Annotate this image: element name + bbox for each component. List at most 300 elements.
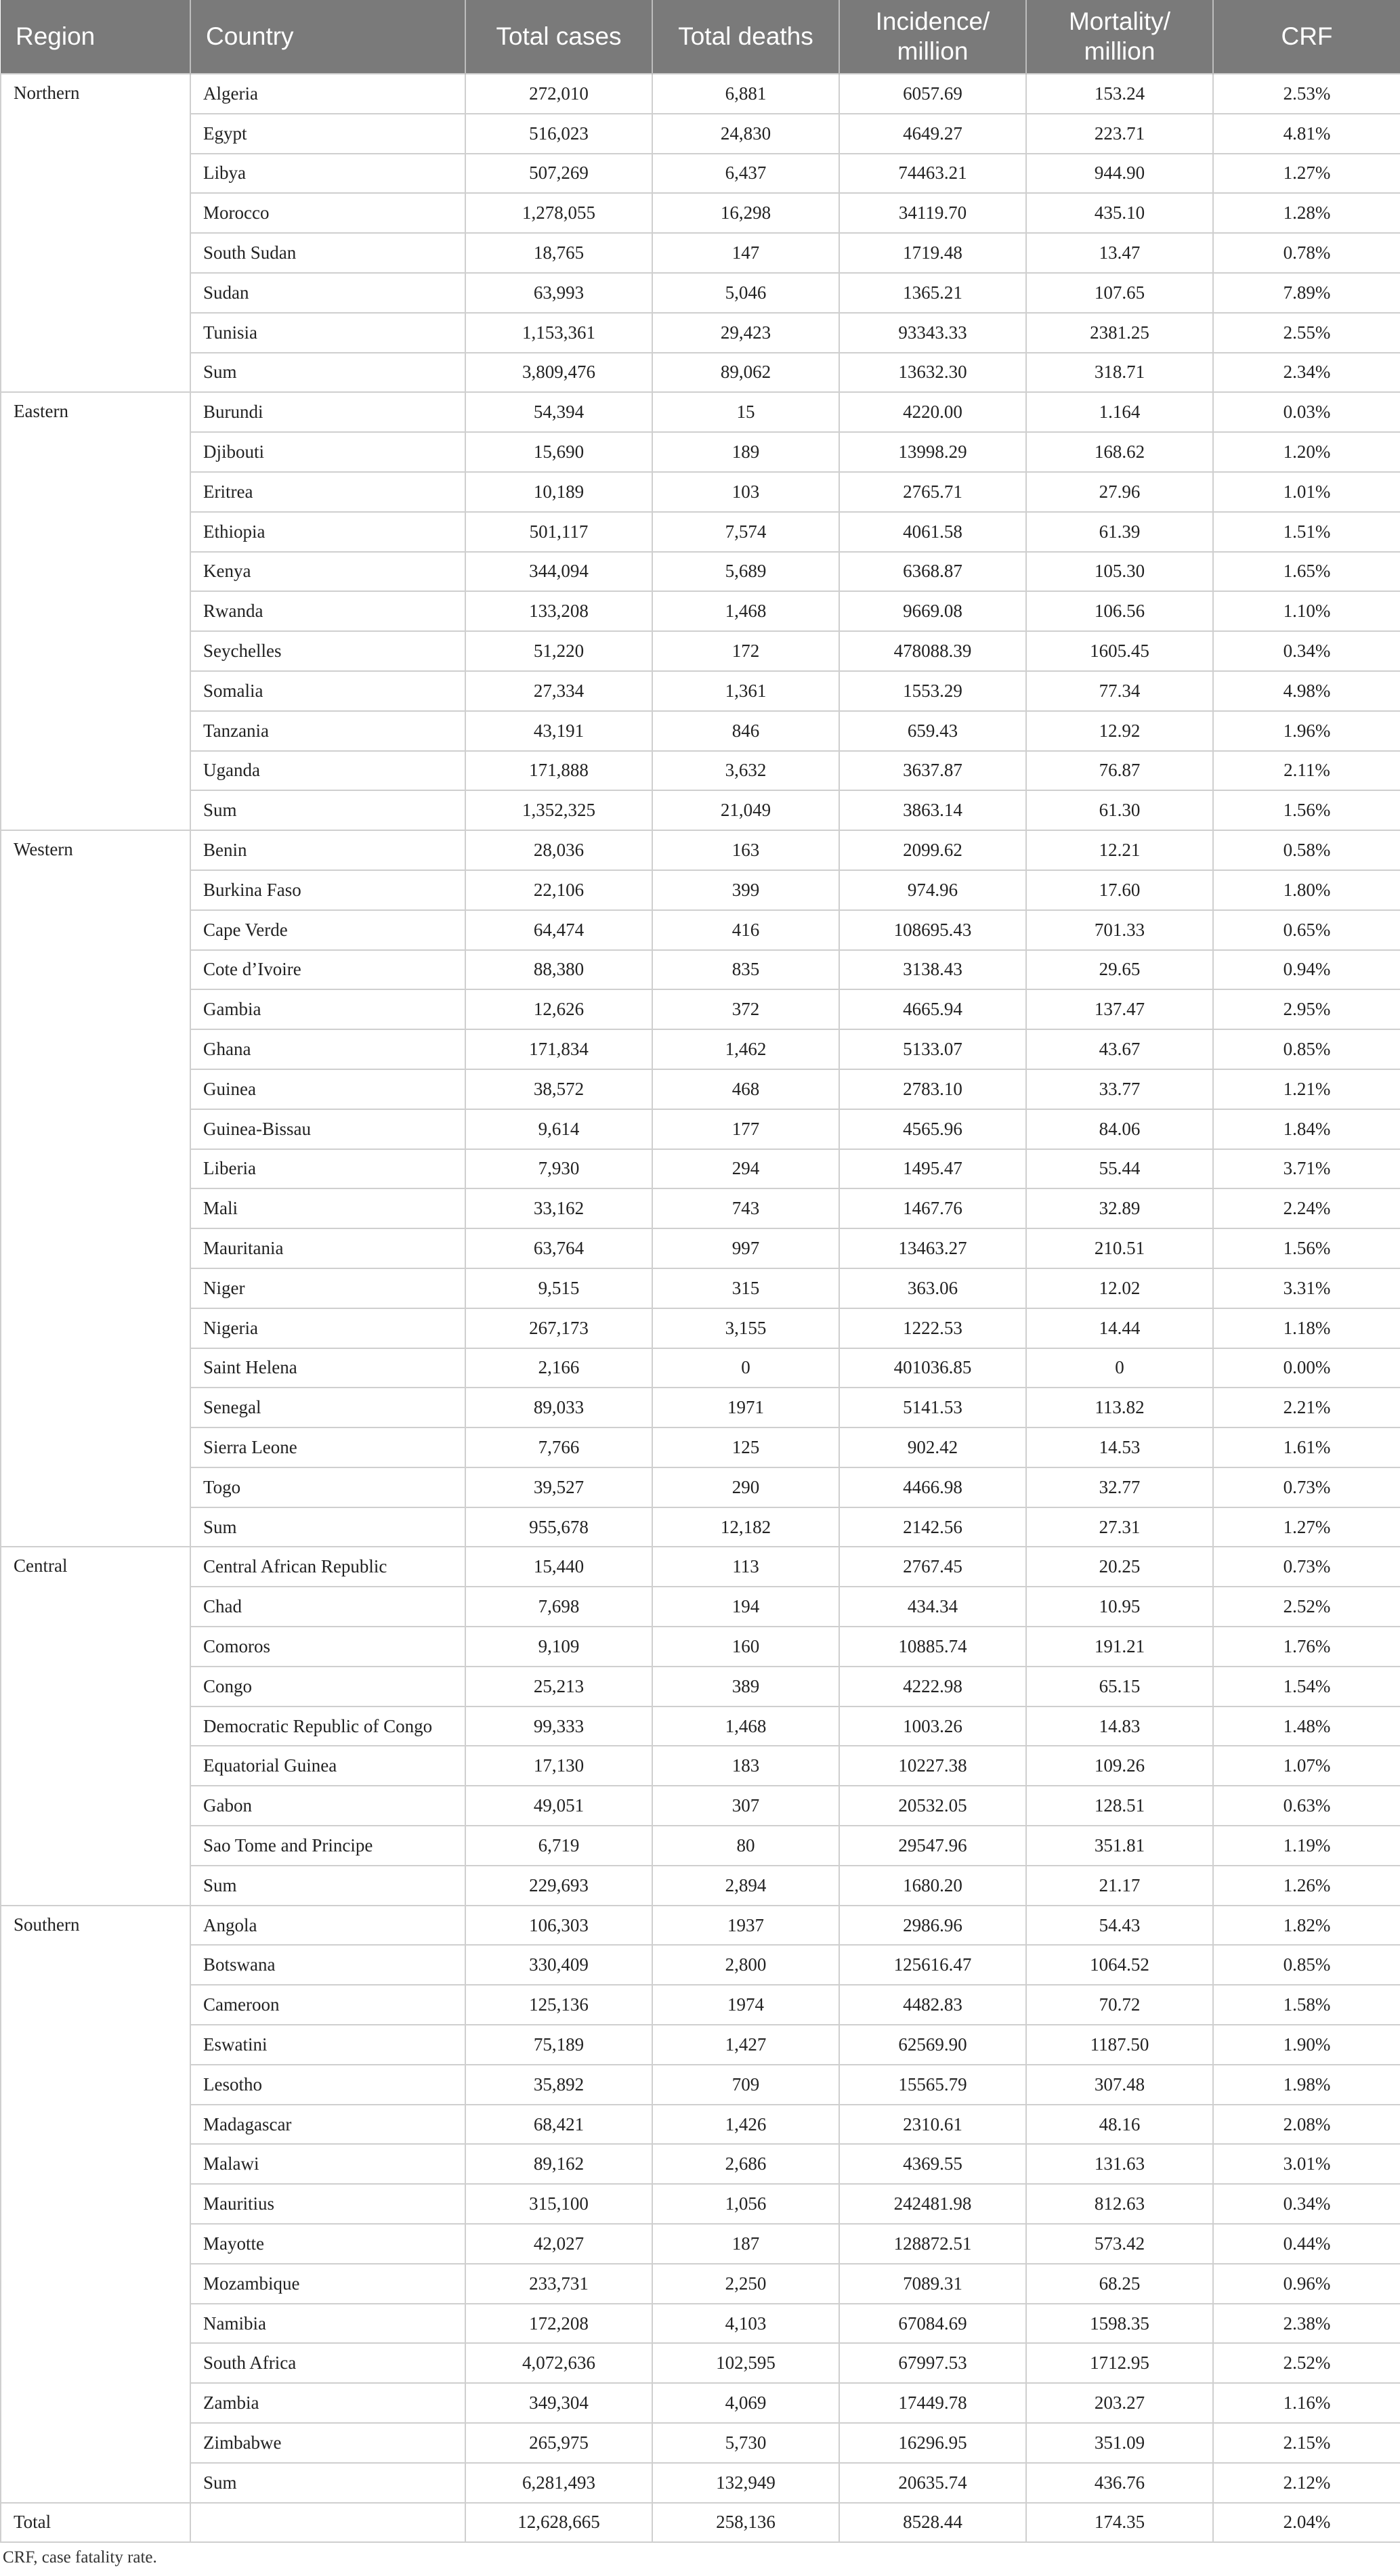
crf-cell: 1.10% [1213, 591, 1400, 631]
total-cases-cell: 75,189 [465, 2025, 652, 2065]
mortality-cell: 32.89 [1026, 1188, 1213, 1228]
country-cell: Burundi [190, 392, 465, 432]
table-row [1, 1188, 1400, 1228]
mortality-cell: 27.96 [1026, 472, 1213, 512]
mortality-cell: 84.06 [1026, 1109, 1213, 1149]
crf-cell: 2.21% [1213, 1388, 1400, 1427]
total-deaths-cell: 0 [652, 1348, 839, 1388]
total-cases-cell: 9,109 [465, 1627, 652, 1667]
country-cell: Uganda [190, 751, 465, 791]
country-cell: Egypt [190, 114, 465, 154]
total-incidence: 8528.44 [839, 2503, 1026, 2542]
incidence-cell: 5133.07 [839, 1029, 1026, 1069]
table-row [1, 313, 1400, 353]
incidence-cell: 1680.20 [839, 1866, 1026, 1906]
footnote: CRF, case fatality rate. [3, 2548, 157, 2567]
crf-cell: 2.34% [1213, 353, 1400, 393]
region-cell: Western [1, 830, 190, 1547]
mortality-cell: 48.16 [1026, 2105, 1213, 2145]
country-cell: Sao Tome and Principe [190, 1826, 465, 1866]
total-cases-cell: 89,033 [465, 1388, 652, 1427]
country-cell: Liberia [190, 1149, 465, 1189]
total-cases-cell: 39,527 [465, 1467, 652, 1507]
total-deaths-cell: 5,730 [652, 2423, 839, 2463]
table-row [1, 2343, 1400, 2383]
crf-cell: 2.52% [1213, 2343, 1400, 2383]
total-deaths-cell: 3,155 [652, 1308, 839, 1348]
total-cases-cell: 63,993 [465, 273, 652, 313]
incidence-cell: 4220.00 [839, 392, 1026, 432]
country-cell: Sudan [190, 273, 465, 313]
total-cases-cell: 17,130 [465, 1746, 652, 1786]
total-deaths-cell: 4,069 [652, 2383, 839, 2423]
incidence-cell: 29547.96 [839, 1826, 1026, 1866]
total-deaths-cell: 5,689 [652, 552, 839, 592]
country-cell: Sum [190, 790, 465, 830]
mortality-cell: 203.27 [1026, 2383, 1213, 2423]
table-row [1, 1866, 1400, 1906]
mortality-cell: 17.60 [1026, 870, 1213, 910]
crf-cell: 2.11% [1213, 751, 1400, 791]
total-deaths-cell: 183 [652, 1746, 839, 1786]
country-cell: Morocco [190, 193, 465, 233]
table-row [1, 910, 1400, 950]
mortality-cell: 20.25 [1026, 1547, 1213, 1587]
total-cases-cell: 89,162 [465, 2144, 652, 2184]
mortality-cell: 68.25 [1026, 2264, 1213, 2304]
country-cell: Ethiopia [190, 512, 465, 552]
total-cases-cell: 38,572 [465, 1069, 652, 1109]
total-deaths-cell: 21,049 [652, 790, 839, 830]
incidence-cell: 67997.53 [839, 2343, 1026, 2383]
table-row [1, 1547, 1400, 1587]
total-cases-cell: 64,474 [465, 910, 652, 950]
crf-cell: 1.58% [1213, 1985, 1400, 2025]
crf-cell: 2.38% [1213, 2304, 1400, 2344]
total-deaths-cell: 1,361 [652, 671, 839, 711]
country-cell: Rwanda [190, 591, 465, 631]
mortality-cell: 1064.52 [1026, 1945, 1213, 1985]
crf-cell: 1.56% [1213, 790, 1400, 830]
incidence-cell: 1553.29 [839, 671, 1026, 711]
crf-cell: 1.48% [1213, 1706, 1400, 1746]
table-row [1, 1467, 1400, 1507]
total-cases-cell: 6,719 [465, 1826, 652, 1866]
total-deaths-cell: 16,298 [652, 193, 839, 233]
mortality-cell: 21.17 [1026, 1866, 1213, 1906]
total-cases-cell: 265,975 [465, 2423, 652, 2463]
total-cases-cell: 501,117 [465, 512, 652, 552]
total-cases-cell: 63,764 [465, 1228, 652, 1268]
incidence-cell: 4369.55 [839, 2144, 1026, 2184]
total-deaths-cell: 172 [652, 631, 839, 671]
incidence-cell: 108695.43 [839, 910, 1026, 950]
crf-cell: 1.84% [1213, 1109, 1400, 1149]
mortality-cell: 12.21 [1026, 830, 1213, 870]
crf-cell: 1.16% [1213, 2383, 1400, 2423]
crf-cell: 0.85% [1213, 1029, 1400, 1069]
country-cell: Togo [190, 1467, 465, 1507]
total-deaths-cell: 1,462 [652, 1029, 839, 1069]
crf-cell: 1.96% [1213, 711, 1400, 751]
country-cell: Cote d’Ivoire [190, 950, 465, 990]
mortality-cell: 351.09 [1026, 2423, 1213, 2463]
crf-cell: 2.53% [1213, 74, 1400, 114]
crf-cell: 3.01% [1213, 2144, 1400, 2184]
crf-cell: 0.78% [1213, 233, 1400, 273]
country-cell: Djibouti [190, 432, 465, 472]
mortality-cell: 109.26 [1026, 1746, 1213, 1786]
crf-cell: 7.89% [1213, 273, 1400, 313]
incidence-cell: 13463.27 [839, 1228, 1026, 1268]
crf-cell: 1.90% [1213, 2025, 1400, 2065]
total-cases-cell: 3,809,476 [465, 353, 652, 393]
table-row [1, 2065, 1400, 2105]
country-cell: Mauritania [190, 1228, 465, 1268]
incidence-cell: 2986.96 [839, 1906, 1026, 1946]
crf-cell: 0.85% [1213, 1945, 1400, 1985]
total-cases-cell: 15,690 [465, 432, 652, 472]
total-cases-cell: 22,106 [465, 870, 652, 910]
crf-cell: 0.96% [1213, 2264, 1400, 2304]
crf-cell: 0.03% [1213, 392, 1400, 432]
mortality-cell: 1.164 [1026, 392, 1213, 432]
total-deaths-cell: 1937 [652, 1906, 839, 1946]
mortality-cell: 318.71 [1026, 353, 1213, 393]
mortality-cell: 12.02 [1026, 1268, 1213, 1308]
table-row [1, 2423, 1400, 2463]
mortality-cell: 113.82 [1026, 1388, 1213, 1427]
total-cases-cell: 125,136 [465, 1985, 652, 2025]
total-deaths-cell: 103 [652, 472, 839, 512]
table-row [1, 1228, 1400, 1268]
country-cell: Cape Verde [190, 910, 465, 950]
table-row [1, 2224, 1400, 2264]
country-cell: Benin [190, 830, 465, 870]
mortality-cell: 29.65 [1026, 950, 1213, 990]
incidence-cell: 2783.10 [839, 1069, 1026, 1109]
country-cell: Gambia [190, 989, 465, 1029]
total-cases-cell: 43,191 [465, 711, 652, 751]
total-deaths-cell: 290 [652, 1467, 839, 1507]
country-cell: Ghana [190, 1029, 465, 1069]
total-cases-cell: 51,220 [465, 631, 652, 671]
table-row [1, 2383, 1400, 2423]
crf-cell: 0.34% [1213, 631, 1400, 671]
header-total-cases: Total cases [465, 0, 652, 74]
country-cell: Comoros [190, 1627, 465, 1667]
total-cases-cell: 7,930 [465, 1149, 652, 1189]
total-deaths-cell: 372 [652, 989, 839, 1029]
total-cases-cell: 9,614 [465, 1109, 652, 1149]
crf-cell: 1.65% [1213, 552, 1400, 592]
country-cell: Gabon [190, 1786, 465, 1826]
total-deaths-cell: 7,574 [652, 512, 839, 552]
incidence-cell: 13632.30 [839, 353, 1026, 393]
mortality-cell: 701.33 [1026, 910, 1213, 950]
total-cases-cell: 2,166 [465, 1348, 652, 1388]
incidence-cell: 6057.69 [839, 74, 1026, 114]
total-cases-cell: 88,380 [465, 950, 652, 990]
table-row [1, 154, 1400, 194]
total-cases-cell: 229,693 [465, 1866, 652, 1906]
total-cases-cell: 42,027 [465, 2224, 652, 2264]
total-cases-cell: 10,189 [465, 472, 652, 512]
total-cases-cell: 507,269 [465, 154, 652, 194]
country-cell: Eswatini [190, 2025, 465, 2065]
country-cell: Tunisia [190, 313, 465, 353]
incidence-cell: 1003.26 [839, 1706, 1026, 1746]
country-cell: Malawi [190, 2144, 465, 2184]
total-cases-cell: 28,036 [465, 830, 652, 870]
total-cases-cell: 12,626 [465, 989, 652, 1029]
incidence-cell: 4649.27 [839, 114, 1026, 154]
incidence-cell: 2310.61 [839, 2105, 1026, 2145]
total-cases-cell: 33,162 [465, 1188, 652, 1228]
total-deaths-cell: 1,056 [652, 2184, 839, 2224]
total-deaths: 258,136 [652, 2503, 839, 2542]
total-cases-cell: 35,892 [465, 2065, 652, 2105]
crf-cell: 3.71% [1213, 1149, 1400, 1189]
country-cell: Chad [190, 1587, 465, 1627]
table-body [1, 74, 1400, 2503]
crf-cell: 1.28% [1213, 193, 1400, 233]
incidence-cell: 4466.98 [839, 1467, 1026, 1507]
country-cell: Cameroon [190, 1985, 465, 2025]
crf-cell: 0.73% [1213, 1547, 1400, 1587]
incidence-cell: 17449.78 [839, 2383, 1026, 2423]
total-deaths-cell: 1,468 [652, 591, 839, 631]
crf-cell: 1.51% [1213, 512, 1400, 552]
total-cases-cell: 1,278,055 [465, 193, 652, 233]
total-cases-cell: 54,394 [465, 392, 652, 432]
country-cell: South Sudan [190, 233, 465, 273]
mortality-cell: 76.87 [1026, 751, 1213, 791]
country-cell: Guinea-Bissau [190, 1109, 465, 1149]
total-deaths-cell: 2,894 [652, 1866, 839, 1906]
table-row [1, 1746, 1400, 1786]
crf-cell: 0.34% [1213, 2184, 1400, 2224]
total-cases-cell: 267,173 [465, 1308, 652, 1348]
table-row [1, 790, 1400, 830]
mortality-cell: 168.62 [1026, 432, 1213, 472]
country-cell: Sum [190, 353, 465, 393]
mortality-cell: 2381.25 [1026, 313, 1213, 353]
total-deaths-cell: 89,062 [652, 353, 839, 393]
incidence-cell: 16296.95 [839, 2423, 1026, 2463]
mortality-cell: 33.77 [1026, 1069, 1213, 1109]
header-country: Country [190, 0, 465, 74]
country-cell: Democratic Republic of Congo [190, 1706, 465, 1746]
country-cell: Angola [190, 1906, 465, 1946]
total-cases-cell: 1,153,361 [465, 313, 652, 353]
total-deaths-cell: 1,427 [652, 2025, 839, 2065]
mortality-cell: 307.48 [1026, 2065, 1213, 2105]
total-cases-cell: 133,208 [465, 591, 652, 631]
incidence-cell: 125616.47 [839, 1945, 1026, 1985]
total-mortality: 174.35 [1026, 2503, 1213, 2542]
crf-cell: 1.21% [1213, 1069, 1400, 1109]
total-deaths-cell: 12,182 [652, 1507, 839, 1547]
incidence-cell: 242481.98 [839, 2184, 1026, 2224]
incidence-cell: 1222.53 [839, 1308, 1026, 1348]
mortality-cell: 1712.95 [1026, 2343, 1213, 2383]
incidence-cell: 902.42 [839, 1427, 1026, 1467]
crf-cell: 1.27% [1213, 154, 1400, 194]
country-cell: Algeria [190, 74, 465, 114]
mortality-cell: 944.90 [1026, 154, 1213, 194]
country-cell: Central African Republic [190, 1547, 465, 1587]
table-row [1, 1507, 1400, 1547]
total-deaths-cell: 294 [652, 1149, 839, 1189]
crf-cell: 4.98% [1213, 671, 1400, 711]
crf-cell: 0.94% [1213, 950, 1400, 990]
total-crf: 2.04% [1213, 2503, 1400, 2542]
country-cell: Botswana [190, 1945, 465, 1985]
crf-cell: 2.24% [1213, 1188, 1400, 1228]
incidence-cell: 3637.87 [839, 751, 1026, 791]
total-deaths-cell: 163 [652, 830, 839, 870]
country-cell: Mozambique [190, 2264, 465, 2304]
table-row [1, 711, 1400, 751]
total-cases-cell: 25,213 [465, 1667, 652, 1706]
incidence-cell: 13998.29 [839, 432, 1026, 472]
total-cases: 12,628,665 [465, 2503, 652, 2542]
crf-cell: 0.44% [1213, 2224, 1400, 2264]
country-cell: Madagascar [190, 2105, 465, 2145]
table-row [1, 1945, 1400, 1985]
country-cell: Mauritius [190, 2184, 465, 2224]
mortality-cell: 223.71 [1026, 114, 1213, 154]
incidence-cell: 5141.53 [839, 1388, 1026, 1427]
crf-cell: 0.73% [1213, 1467, 1400, 1507]
incidence-cell: 3138.43 [839, 950, 1026, 990]
total-cases-cell: 99,333 [465, 1706, 652, 1746]
region-cell: Eastern [1, 392, 190, 830]
table-row [1, 2304, 1400, 2344]
incidence-cell: 20635.74 [839, 2463, 1026, 2503]
total-cases-cell: 4,072,636 [465, 2343, 652, 2383]
table-row [1, 751, 1400, 791]
incidence-cell: 401036.85 [839, 1348, 1026, 1388]
header-incidence: Incidence/ million [839, 0, 1026, 74]
total-cases-cell: 233,731 [465, 2264, 652, 2304]
region-cell: Central [1, 1547, 190, 1905]
crf-cell: 0.65% [1213, 910, 1400, 950]
country-cell: South Africa [190, 2343, 465, 2383]
table-row [1, 591, 1400, 631]
country-cell: Libya [190, 154, 465, 194]
crf-cell: 0.58% [1213, 830, 1400, 870]
total-cases-cell: 349,304 [465, 2383, 652, 2423]
total-deaths-cell: 194 [652, 1587, 839, 1627]
country-cell: Congo [190, 1667, 465, 1706]
region-cell: Northern [1, 74, 190, 392]
crf-cell: 1.26% [1213, 1866, 1400, 1906]
crf-cell: 3.31% [1213, 1268, 1400, 1308]
crf-cell: 1.18% [1213, 1308, 1400, 1348]
incidence-cell: 4565.96 [839, 1109, 1026, 1149]
total-cases-cell: 49,051 [465, 1786, 652, 1826]
mortality-cell: 191.21 [1026, 1627, 1213, 1667]
incidence-cell: 2099.62 [839, 830, 1026, 870]
total-deaths-cell: 468 [652, 1069, 839, 1109]
total-row [1, 2503, 1400, 2542]
mortality-cell: 55.44 [1026, 1149, 1213, 1189]
incidence-cell: 7089.31 [839, 2264, 1026, 2304]
table-row [1, 1268, 1400, 1308]
crf-cell: 2.55% [1213, 313, 1400, 353]
incidence-cell: 363.06 [839, 1268, 1026, 1308]
country-cell: Tanzania [190, 711, 465, 751]
mortality-cell: 10.95 [1026, 1587, 1213, 1627]
mortality-cell: 812.63 [1026, 2184, 1213, 2224]
total-deaths-cell: 80 [652, 1826, 839, 1866]
incidence-cell: 2765.71 [839, 472, 1026, 512]
table-row [1, 2184, 1400, 2224]
crf-cell: 1.80% [1213, 870, 1400, 910]
total-deaths-cell: 1974 [652, 1985, 839, 2025]
table-row [1, 1388, 1400, 1427]
mortality-cell: 210.51 [1026, 1228, 1213, 1268]
mortality-cell: 65.15 [1026, 1667, 1213, 1706]
total-cases-cell: 516,023 [465, 114, 652, 154]
table-row [1, 2264, 1400, 2304]
crf-cell: 1.76% [1213, 1627, 1400, 1667]
incidence-cell: 659.43 [839, 711, 1026, 751]
total-deaths-cell: 2,686 [652, 2144, 839, 2184]
total-deaths-cell: 1,426 [652, 2105, 839, 2145]
total-deaths-cell: 29,423 [652, 313, 839, 353]
total-deaths-cell: 5,046 [652, 273, 839, 313]
table-row [1, 950, 1400, 990]
total-cases-cell: 272,010 [465, 74, 652, 114]
total-cases-cell: 68,421 [465, 2105, 652, 2145]
total-cases-cell: 344,094 [465, 552, 652, 592]
country-cell: Zimbabwe [190, 2423, 465, 2463]
total-cases-cell: 15,440 [465, 1547, 652, 1587]
crf-cell: 1.98% [1213, 2065, 1400, 2105]
crf-cell: 0.00% [1213, 1348, 1400, 1388]
total-cases-cell: 172,208 [465, 2304, 652, 2344]
table-row [1, 1348, 1400, 1388]
header-total-deaths: Total deaths [652, 0, 839, 74]
table-row [1, 233, 1400, 273]
header-crf: CRF [1213, 0, 1400, 74]
country-cell: Senegal [190, 1388, 465, 1427]
incidence-cell: 2767.45 [839, 1547, 1026, 1587]
total-cases-cell: 7,698 [465, 1587, 652, 1627]
incidence-cell: 93343.33 [839, 313, 1026, 353]
incidence-cell: 4222.98 [839, 1667, 1026, 1706]
table-row [1, 552, 1400, 592]
total-cases-cell: 106,303 [465, 1906, 652, 1946]
table-row [1, 1985, 1400, 2025]
country-cell: Sierra Leone [190, 1427, 465, 1467]
table-row [1, 193, 1400, 233]
country-cell: Mali [190, 1188, 465, 1228]
mortality-cell: 12.92 [1026, 711, 1213, 751]
table-row [1, 74, 1400, 114]
total-deaths-cell: 147 [652, 233, 839, 273]
table-row [1, 472, 1400, 512]
country-cell: Eritrea [190, 472, 465, 512]
incidence-cell: 1495.47 [839, 1149, 1026, 1189]
total-deaths-cell: 2,800 [652, 1945, 839, 1985]
total-deaths-cell: 102,595 [652, 2343, 839, 2383]
total-deaths-cell: 187 [652, 2224, 839, 2264]
total-deaths-cell: 1,468 [652, 1706, 839, 1746]
